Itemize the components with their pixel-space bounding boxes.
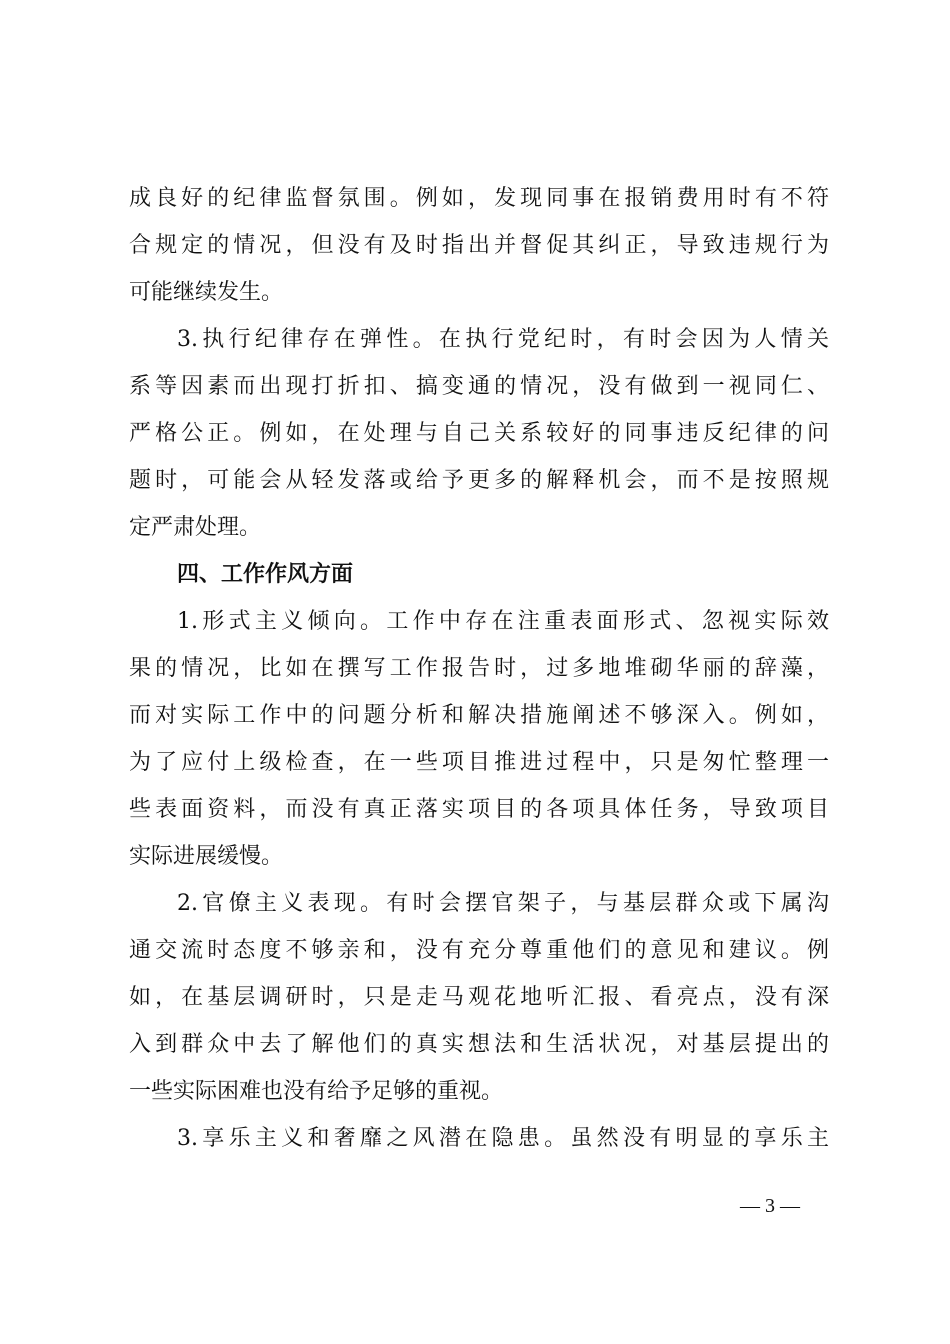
text-line: 3.执行纪律存在弹性。在执行党纪时，有时会因为人情关 — [177, 327, 829, 352]
section-heading: 四、工作作风方面 — [177, 562, 354, 587]
text-line: 实际进展缓慢。 — [129, 844, 284, 869]
text-line: 如，在基层调研时，只是走马观花地听汇报、看亮点，没有深 — [129, 985, 829, 1010]
text-line: 成良好的纪律监督氛围。例如，发现同事在报销费用时有不符 — [129, 186, 829, 211]
text-line: 系等因素而出现打折扣、搞变通的情况，没有做到一视同仁、 — [129, 374, 829, 399]
text-line: 入到群众中去了解他们的真实想法和生活状况，对基层提出的 — [129, 1032, 829, 1057]
text-line: 严格公正。例如，在处理与自己关系较好的同事违反纪律的问 — [129, 421, 829, 446]
text-line: 2.官僚主义表现。有时会摆官架子，与基层群众或下属沟 — [177, 891, 829, 916]
page-number: — 3 — — [740, 1195, 800, 1217]
text-line: 些表面资料，而没有真正落实项目的各项具体任务，导致项目 — [129, 797, 829, 822]
text-line: 为了应付上级检查，在一些项目推进过程中，只是匆忙整理一 — [129, 750, 829, 775]
text-line: 1.形式主义倾向。工作中存在注重表面形式、忽视实际效 — [177, 609, 829, 634]
text-line: 通交流时态度不够亲和，没有充分尊重他们的意见和建议。例 — [129, 938, 829, 963]
text-line: 合规定的情况，但没有及时指出并督促其纠正，导致违规行为 — [129, 233, 829, 258]
text-line: 定严肃处理。 — [129, 515, 262, 540]
text-line: 3.享乐主义和奢靡之风潜在隐患。虽然没有明显的享乐主 — [177, 1126, 829, 1151]
text-line: 可能继续发生。 — [129, 280, 284, 305]
text-line: 题时，可能会从轻发落或给予更多的解释机会，而不是按照规 — [129, 468, 829, 493]
text-line: 果的情况，比如在撰写工作报告时，过多地堆砌华丽的辞藻， — [129, 656, 829, 681]
text-line: 而对实际工作中的问题分析和解决措施阐述不够深入。例如， — [129, 703, 829, 728]
text-line: 一些实际困难也没有给予足够的重视。 — [129, 1079, 504, 1104]
